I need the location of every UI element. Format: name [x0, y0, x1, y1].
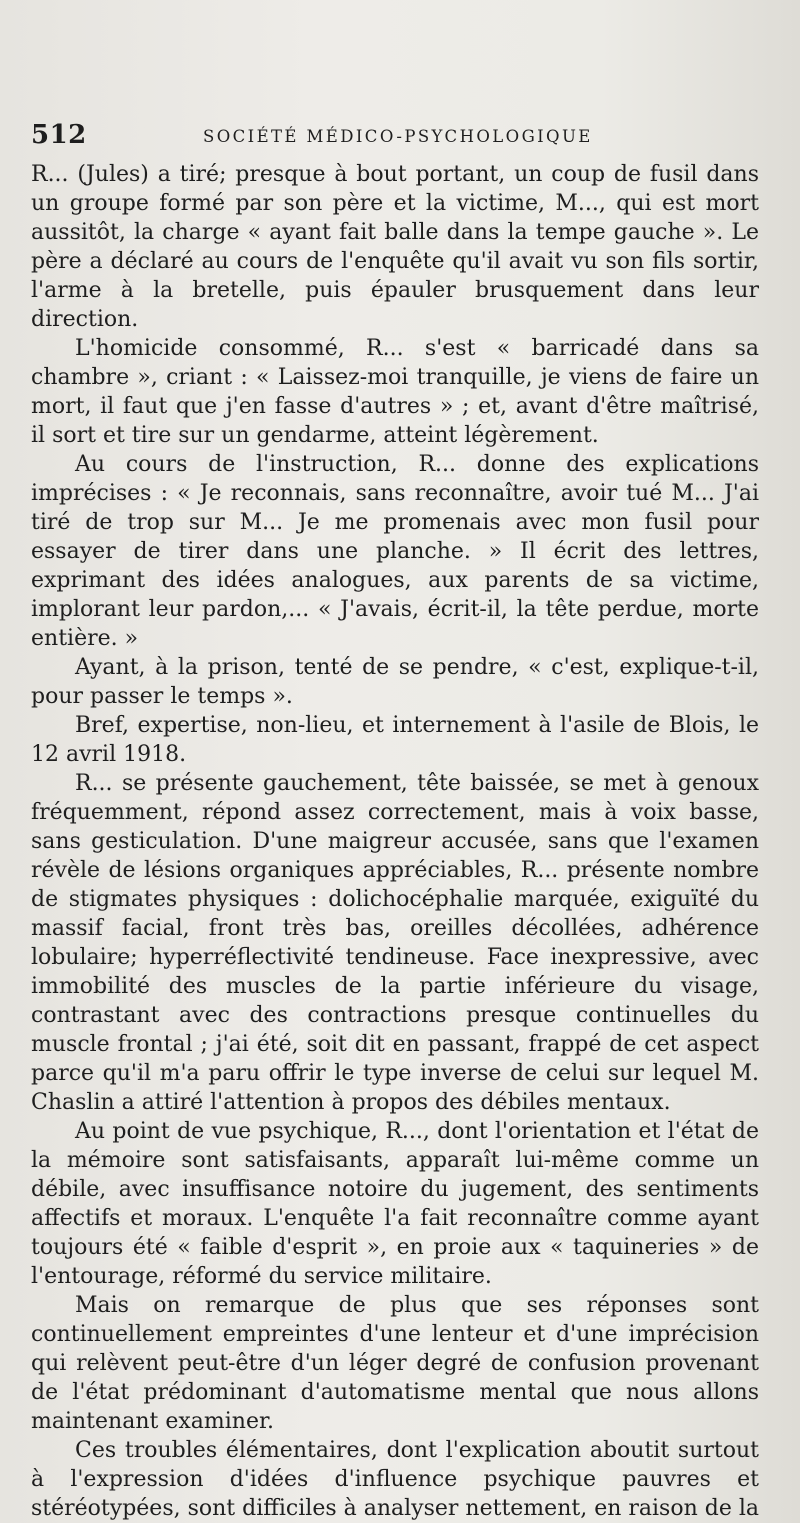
paragraph: Au point de vue psychique, R..., dont l'orientation et l'état de la mémoire sont satisfaisants, apparaît lui-même comme un débile, avec insuffisance notoire du jugement, des sentiments affectifs et moraux. L'enquête l'a fait reconnaître comme ayant toujours été « faible d'esprit », en proie aux « taquineries » de l'entourage, réformé du service militaire.: [31, 1119, 759, 1289]
paragraph: Au cours de l'instruction, R... donne des explications imprécises : « Je reconnais, sans reconnaître, avoir tué M... J'ai tiré de trop sur M... Je me promenais avec mon fusil pour essayer de tirer dans une planche. » Il écrit des lettres, exprimant des idées analogues, aux parents de sa victime, implorant leur pardon,... « J'avais, écrit-il, la tête perdue, morte entière. »: [31, 452, 759, 651]
paragraph: Ces troubles élémentaires, dont l'explication aboutit surtout à l'expression d'idées d'influence psychique pauvres et stéréotypées, sont difficiles à analyser nettement, en raison de la: [31, 1438, 759, 1521]
paragraph: R... (Jules) a tiré; presque à bout portant, un coup de fusil dans un groupe formé par son père et la victime, M..., qui est mort aussitôt, la charge « ayant fait balle dans la tempe gauche ». Le père a déclaré au cours de l'enquête qu'il avait vu son fils sortir, l'arme à la bretelle, puis épauler brusquement dans leur direction.: [31, 162, 759, 332]
paragraph: Ayant, à la prison, tenté de se pendre, « c'est, explique-t-il, pour passer le temps ».: [31, 655, 759, 709]
paragraph: Bref, expertise, non-lieu, et internement à l'asile de Blois, le 12 avril 1918.: [31, 713, 759, 767]
page-number: 512: [31, 120, 87, 150]
body-text: [31, 160, 759, 1523]
page-header: [31, 120, 761, 156]
paragraph: L'homicide consommé, R... s'est « barricadé dans sa chambre », criant : « Laissez-moi tranquille, je viens de faire un mort, il faut que j'en fasse d'autres » ; et, avant d'être maîtrisé, il sort et tire sur un gendarme, atteint légèrement.: [31, 336, 759, 448]
paragraph: Mais on remarque de plus que ses réponses sont continuellement empreintes d'une lenteur et d'une imprécision qui relèvent peut-être d'un léger degré de confusion provenant de l'état prédominant d'automatisme mental que nous allons maintenant examiner.: [31, 1293, 759, 1434]
running-head: SOCIÉTÉ MÉDICO-PSYCHOLOGIQUE: [203, 127, 593, 146]
paragraph: R... se présente gauchement, tête baissée, se met à genoux fréquemment, répond assez correctement, mais à voix basse, sans gesticulation. D'une maigreur accusée, sans que l'examen révèle de lésions organiques appréciables, R... présente nombre de stigmates physiques : dolichocéphalie marquée, exiguïté du massif facial, front très bas, oreilles décollées, adhérence lobulaire; hyperréflectivité tendineuse. Face inexpressive, avec immobilité des muscles de la partie inférieure du visage, contrastant avec des contractions presque continuelles du muscle frontal ; j'ai été, soit dit en passant, frappé de cet aspect parce qu'il m'a paru offrir le type inverse de celui sur lequel M. Chaslin a attiré l'attention à propos des débiles mentaux.: [31, 771, 759, 1115]
